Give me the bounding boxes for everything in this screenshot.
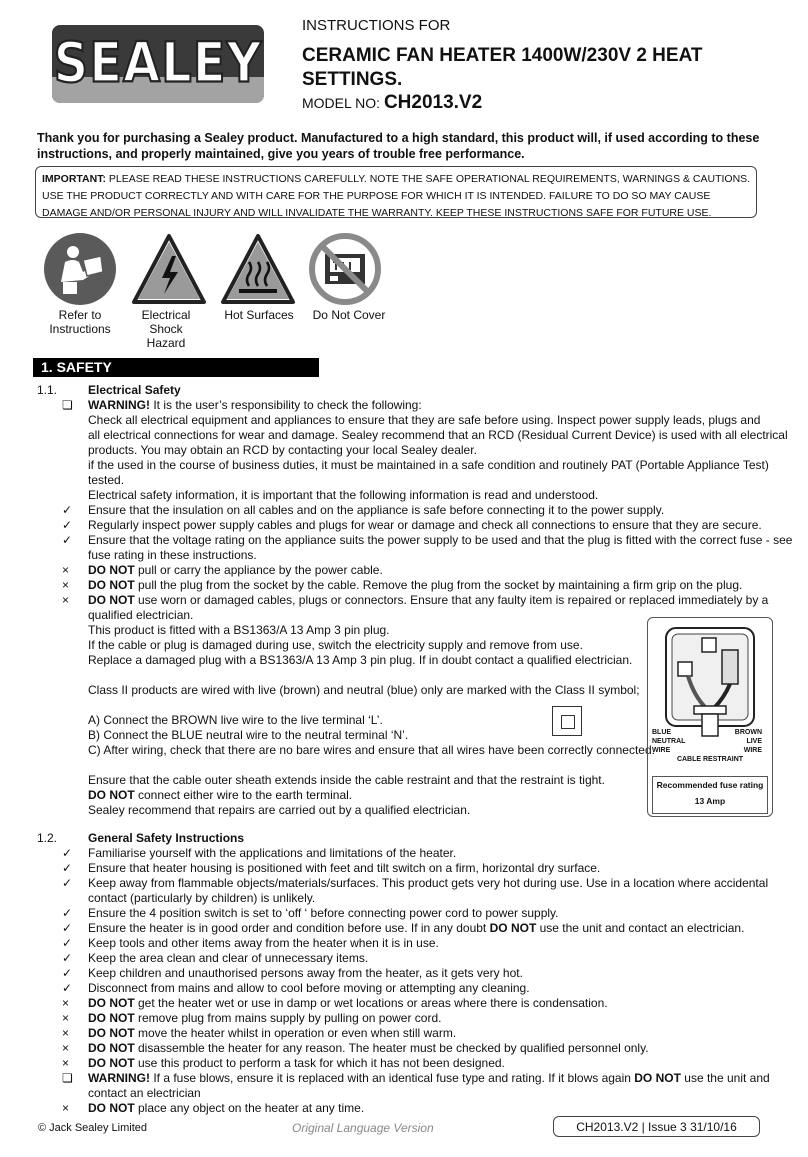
cross-icon: × <box>62 593 70 607</box>
paragraph-line: DO NOT connect either wire to the earth terminal. <box>88 788 353 802</box>
check-icon: ✓ <box>62 981 73 995</box>
check-item: Regularly inspect power supply cables and plugs for wear or damage and check all connections to ensure that they are secure. <box>88 518 762 532</box>
warning-line: WARNING! If a fuse blows, ensure it is replaced with an identical fuse type and rating. If it blows again DO NOT use the unit and <box>88 1071 770 1085</box>
symbol-label-cover: Do Not Cover <box>312 308 386 322</box>
sealey-logo: SEALEY <box>52 25 264 103</box>
refer-to-instructions-icon <box>43 232 117 306</box>
class-ii-symbol-icon <box>552 706 582 736</box>
thank-you-text: Thank you for purchasing a Sealey product. Manufactured to a high standard, this product will, if used according to these instructions, and properly maintained, give you years of trouble free performance. <box>37 131 760 161</box>
cross-icon: × <box>62 1056 70 1070</box>
paragraph-line: This product is fitted with a BS1363/A 13 Amp 3 pin plug. <box>88 623 390 637</box>
paragraph-line: tested. <box>88 473 125 487</box>
hot-surfaces-icon <box>221 232 295 306</box>
check-icon: ✓ <box>62 906 73 920</box>
paragraph-line: C) After wiring, check that there are no bare wires and ensure that all wires have been correctly connected. <box>88 743 655 757</box>
check-item: Keep children and unauthorised persons away from the heater, as it gets very hot. <box>88 966 523 980</box>
original-language-label: Original Language Version <box>292 1121 434 1135</box>
checkbox-bullet-icon: ❏ <box>62 398 73 412</box>
cross-icon: × <box>62 1101 70 1115</box>
fuse-rating-box: Recommended fuse rating 13 Amp <box>652 776 768 814</box>
section-number: 1.2. <box>37 831 58 845</box>
prohibition-item: DO NOT move the heater whilst in operation or even when still warm. <box>88 1026 457 1040</box>
prohibition-item: qualified electrician. <box>88 608 194 622</box>
paragraph-line: products. You may obtain an RCD by contacting your local Sealey dealer. <box>88 443 477 457</box>
check-icon: ✓ <box>62 921 73 935</box>
paragraph-line: if the used in the course of business duties, it must be maintained in a safe condition and routinely PAT (Portable Appliance Test) <box>88 458 769 472</box>
issue-badge: CH2013.V2 | Issue 3 31/10/16 <box>553 1116 760 1137</box>
paragraph-line: Sealey recommend that repairs are carried out by a qualified electrician. <box>88 803 471 817</box>
prohibition-item: DO NOT pull the plug from the socket by the cable. Remove the plug from the socket by maintaining a firm grip on the plug. <box>88 578 743 592</box>
prohibition-item: DO NOT place any object on the heater at any time. <box>88 1101 365 1115</box>
check-icon: ✓ <box>62 518 73 532</box>
check-item: Ensure that the insulation on all cables and on the appliance is safe before connecting it to the power supply. <box>88 503 665 517</box>
prohibition-item: DO NOT disassemble the heater for any reason. The heater must be checked by qualified personnel only. <box>88 1041 649 1055</box>
check-icon: ✓ <box>62 936 73 950</box>
do-not-cover-icon <box>308 232 382 306</box>
check-item: Ensure that the voltage rating on the appliance suits the power supply to be used and that the plug is fitted with the correct fuse - see <box>88 533 793 547</box>
product-title: CERAMIC FAN HEATER 1400W/230V 2 HEAT SETTINGS. <box>302 45 703 90</box>
cross-icon: × <box>62 1041 70 1055</box>
check-item: Ensure the heater is in good order and condition before use. If in any doubt DO NOT use the unit and contact an electrician. <box>88 921 745 935</box>
paragraph-line: Electrical safety information, it is important that the following information is read and understood. <box>88 488 599 502</box>
cross-icon: × <box>62 996 70 1010</box>
check-item: Ensure the 4 position switch is set to ‘off ‘ before connecting power cord to power supply. <box>88 906 559 920</box>
subsection-heading: Electrical Safety <box>88 383 181 397</box>
symbol-label-hot: Hot Surfaces <box>224 308 294 322</box>
paragraph-line: Replace a damaged plug with a BS1363/A 13 Amp 3 pin plug. If in doubt contact a qualified electrician. <box>88 653 633 667</box>
paragraph-line: Ensure that the cable outer sheath extends inside the cable restraint and that the restraint is tight. <box>88 773 605 787</box>
warning-line: WARNING! It is the user’s responsibility to check the following: <box>88 398 422 412</box>
blue-neutral-label: BLUE NEUTRAL WIRE <box>652 729 686 754</box>
cross-icon: × <box>62 563 70 577</box>
check-item: fuse rating in these instructions. <box>88 548 257 562</box>
prohibition-item: DO NOT use worn or damaged cables, plugs or connectors. Ensure that any faulty item is repaired or replaced immediately by a <box>88 593 769 607</box>
prohibition-item: DO NOT pull or carry the appliance by the power cable. <box>88 563 383 577</box>
check-icon: ✓ <box>62 861 73 875</box>
section-title-safety: 1. SAFETY <box>33 358 319 377</box>
paragraph-line: B) Connect the BLUE neutral wire to the neutral terminal ‘N’. <box>88 728 409 742</box>
cable-restraint-label: CABLE RESTRAINT <box>676 756 744 763</box>
section-number: 1.1. <box>37 383 58 397</box>
check-icon: ✓ <box>62 951 73 965</box>
check-item: Keep away from flammable objects/materials/surfaces. This product gets very hot during use. Use in a location where accidental <box>88 876 769 890</box>
plug-wiring-diagram <box>647 617 773 817</box>
cross-icon: × <box>62 1026 70 1040</box>
check-icon: ✓ <box>62 966 73 980</box>
prohibition-item: DO NOT remove plug from mains supply by pulling on power cord. <box>88 1011 442 1025</box>
paragraph-line: Check all electrical equipment and appliances to ensure that they are safe before using. Inspect power supply leads, plugs and <box>88 413 761 427</box>
check-item: contact (particularly by children) is unlikely. <box>88 891 316 905</box>
paragraph-line: If the cable or plug is damaged during use, switch the electricity supply and remove from use. <box>88 638 583 652</box>
cross-icon: × <box>62 578 70 592</box>
copyright: © Jack Sealey Limited <box>38 1122 147 1134</box>
symbol-label-electrical: Electrical Shock Hazard <box>141 308 191 350</box>
check-item: Familiarise yourself with the applications and limitations of the heater. <box>88 846 457 860</box>
check-item: Keep tools and other items away from the heater when it is in use. <box>88 936 439 950</box>
paragraph-line: A) Connect the BROWN live wire to the live terminal ‘L’. <box>88 713 383 727</box>
paragraph-line: Class II products are wired with live (brown) and neutral (blue) only are marked with the Class II symbol; <box>88 683 640 697</box>
checkbox-bullet-icon: ❏ <box>62 1071 73 1085</box>
prohibition-item: DO NOT get the heater wet or use in damp or wet locations or areas where there is condensation. <box>88 996 608 1010</box>
electrical-shock-icon <box>132 232 206 306</box>
warning-line: contact an electrician <box>88 1086 201 1100</box>
check-item: Disconnect from mains and allow to cool before moving or attempting any cleaning. <box>88 981 530 995</box>
check-icon: ✓ <box>62 846 73 860</box>
check-item: Ensure that heater housing is positioned with feet and tilt switch on a firm, horizontal dry surface. <box>88 861 601 875</box>
model-number: MODEL NO: CH2013.V2 <box>302 92 483 113</box>
check-icon: ✓ <box>62 533 73 547</box>
check-item: Keep the area clean and clear of unnecessary items. <box>88 951 369 965</box>
check-icon: ✓ <box>62 876 73 890</box>
check-icon: ✓ <box>62 503 73 517</box>
paragraph-line: all electrical connections for wear and damage. Sealey recommend that an RCD (Residual Current Device) is used with all electrical <box>88 428 788 442</box>
subsection-heading: General Safety Instructions <box>88 831 245 845</box>
instructions-for-label: INSTRUCTIONS FOR <box>302 17 451 34</box>
cross-icon: × <box>62 1011 70 1025</box>
plug-diagram-icon <box>654 626 766 738</box>
symbol-label-refer: Refer to Instructions <box>49 308 111 336</box>
prohibition-item: DO NOT use this product to perform a task for which it has not been designed. <box>88 1056 505 1070</box>
important-notice: IMPORTANT: PLEASE READ THESE INSTRUCTIONS CAREFULLY. NOTE THE SAFE OPERATIONAL REQUIREMENTS, WARNINGS & CAUTIONS. USE THE PRODUCT CORRECTLY AND WITH CARE FOR THE PURPOSE FOR WHICH IT IS INTENDED. FAILURE TO DO SO MAY CAUSE DAMAGE AND/OR PERSONAL INJURY AND WILL INVALIDATE THE WARRANTY. KEEP THESE INSTRUCTIONS SAFE FOR FUTURE USE. <box>35 166 757 218</box>
brown-live-label: BROWN LIVE WIRE <box>734 729 762 754</box>
